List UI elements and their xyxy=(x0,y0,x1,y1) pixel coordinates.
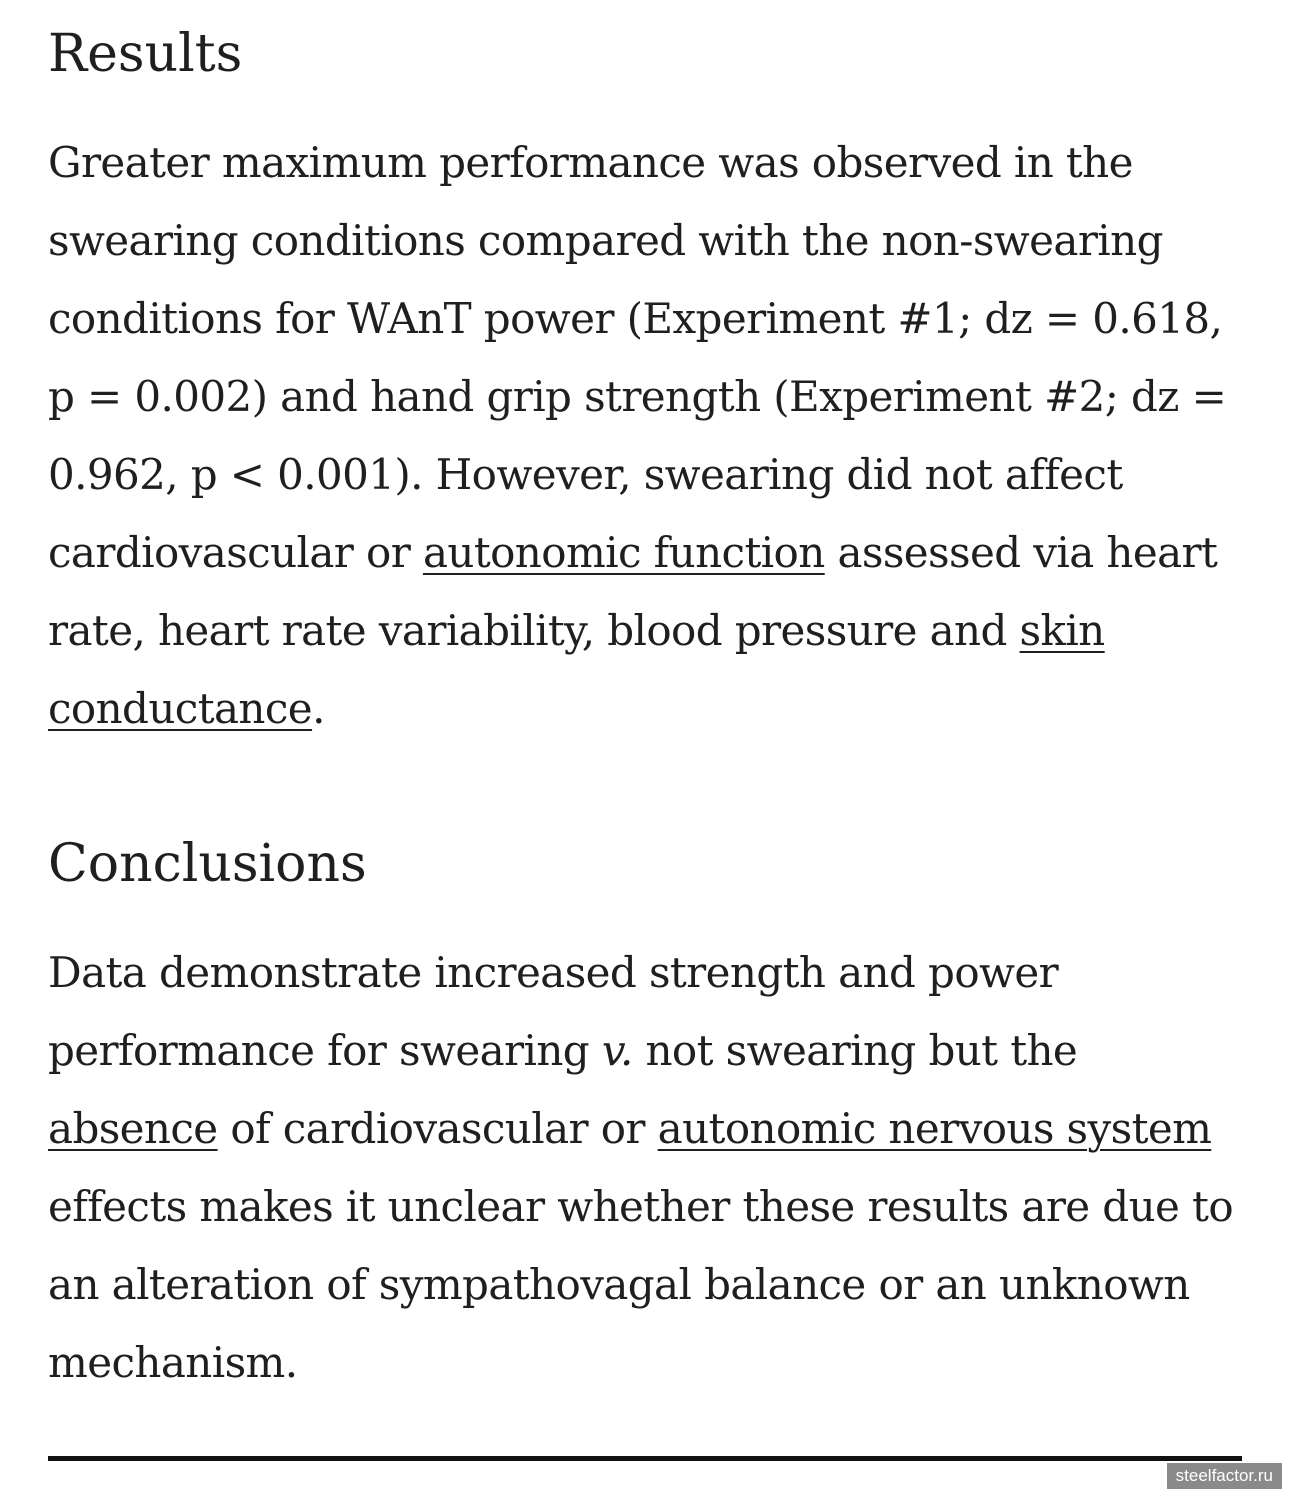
conclusions-paragraph xyxy=(48,934,1243,1402)
watermark-label: steelfactor.ru xyxy=(1167,1463,1282,1489)
conclusions-text-2: not swearing but the xyxy=(632,1026,1078,1075)
absence-link[interactable]: absence xyxy=(48,1104,218,1153)
conclusions-heading: Conclusions xyxy=(48,834,367,894)
results-text-1: Greater maximum performance was observed in the swearing conditions compared with the non-swearing conditions for WAnT power (Experiment #1; dz = 0.618, p = 0.002) and hand grip strength (Experiment #2; dz = 0.962, p < 0.001). However, swearing did not affect cardiovascular or xyxy=(48,138,1227,577)
conclusions-text-1: Data demonstrate increased strength and power performance for swearing xyxy=(48,948,1059,1075)
skin-conductance-link[interactable]: skin conductance xyxy=(48,606,1105,733)
conclusions-text-3: of cardiovascular or xyxy=(217,1104,658,1153)
results-heading: Results xyxy=(48,24,243,84)
results-text-3: . xyxy=(312,684,325,733)
results-paragraph xyxy=(48,124,1243,748)
section-divider xyxy=(48,1456,1242,1461)
results-text-2: assessed via heart rate, heart rate variability, blood pressure and xyxy=(48,528,1218,655)
autonomic-function-link[interactable]: autonomic function xyxy=(422,528,825,577)
autonomic-nervous-system-link[interactable]: autonomic nervous system xyxy=(657,1104,1212,1153)
conclusions-text-4: effects makes it unclear whether these results are due to an alteration of sympathovagal balance or an unknown mechanism. xyxy=(48,1182,1234,1387)
conclusions-italic-v: v. xyxy=(601,1026,633,1075)
